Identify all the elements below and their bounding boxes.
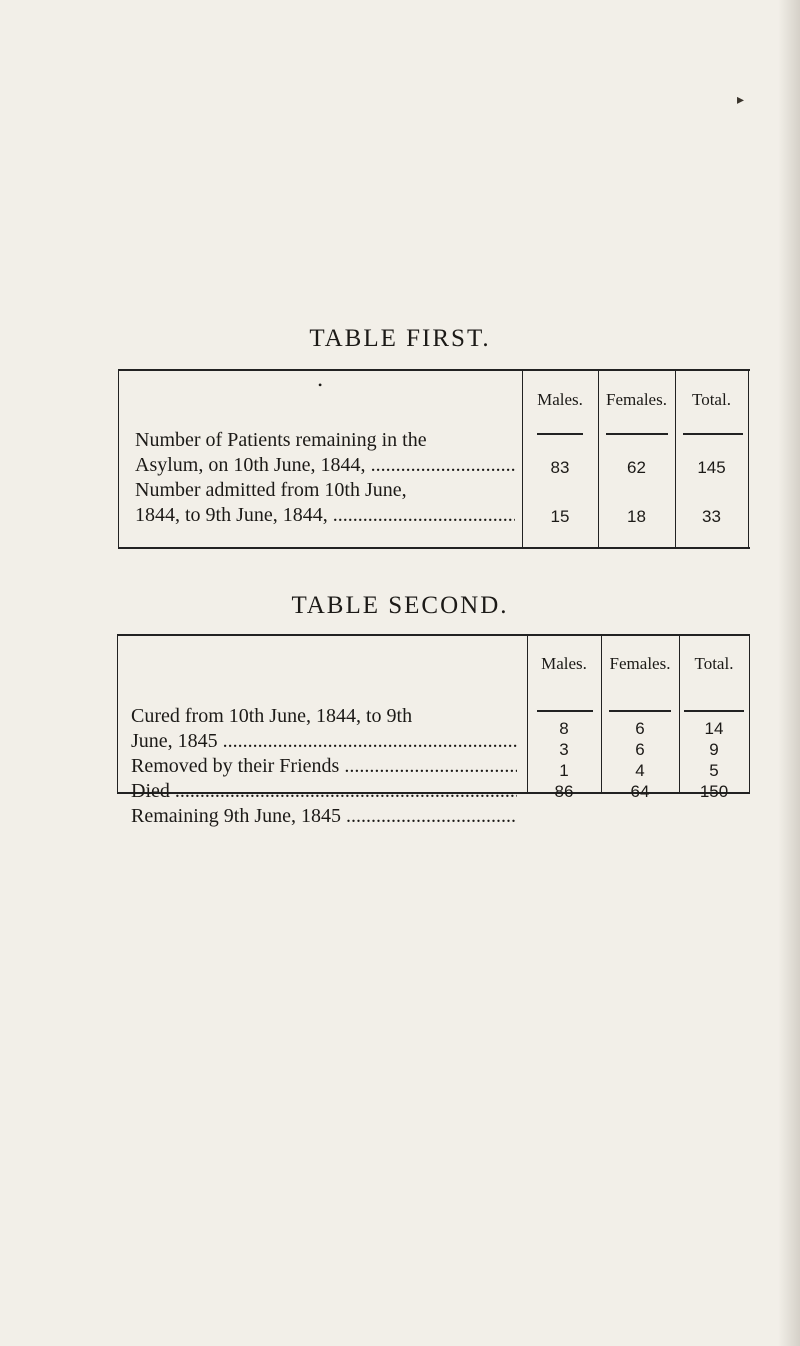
table-first-header-rule: [606, 433, 668, 435]
table-second-header-rule: [537, 710, 593, 712]
table-first-header-rule: [683, 433, 743, 435]
corner-mark: ▸: [737, 93, 745, 108]
table-second-cell-males: 1: [559, 761, 569, 780]
table-first-cell-males: 15: [550, 507, 570, 526]
row-text-line: Number of Patients remaining in the: [135, 429, 427, 451]
table-first-header-rule: [537, 433, 583, 435]
table-second-cell-females: 6: [635, 719, 645, 738]
table-first-row-description: [135, 478, 515, 528]
page-edge-shadow: [778, 0, 800, 1346]
table-second-row-description: [131, 704, 517, 754]
row-text-line: Cured from 10th June, 1844, to 9th: [131, 705, 413, 727]
table-second-row-description: [131, 779, 517, 804]
row-text-line: Died .....: [131, 779, 517, 804]
table-first-left-border: [118, 369, 119, 547]
table-second-cell-females: 64: [630, 782, 650, 801]
table-first-cell-females: 62: [627, 458, 646, 477]
table-second-cell-females: 6: [635, 740, 645, 759]
table-second-row-description: [131, 754, 517, 779]
table-second-cell-females: 4: [635, 761, 645, 780]
table-second-row-description: [131, 804, 517, 829]
table-first-row-description: [135, 428, 515, 478]
row-text-line: Asylum, on 10th June, 1844, .....: [135, 453, 515, 478]
table-second-header-males: Males.: [541, 654, 587, 673]
table-second-cell-total: 9: [709, 740, 719, 759]
table-first-header-females: Females.: [606, 390, 667, 409]
table-second-cell-total: 14: [704, 719, 724, 738]
table-second-header-rule: [684, 710, 744, 712]
table-first-title: TABLE FIRST.: [309, 325, 491, 352]
table-second-header-total: Total.: [694, 654, 734, 673]
table-first-cell-total: 145: [697, 458, 726, 477]
table-first-cell-females: 18: [627, 507, 646, 526]
table-second-cell-males: 3: [559, 740, 569, 759]
row-text-line: Removed by their Friends .....: [131, 754, 517, 779]
table-second-title: TABLE SECOND.: [291, 592, 509, 619]
table-second-header-females: Females.: [609, 654, 671, 673]
table-first-header-males: Males.: [537, 390, 583, 409]
table-second-right-border: [749, 634, 750, 792]
table-first-cell-total: 33: [702, 507, 721, 526]
table-second-header-rule: [609, 710, 671, 712]
table-second-cell-males: 86: [554, 782, 574, 801]
table-second-cell-total: 5: [709, 761, 719, 780]
table-second-left-border: [117, 634, 118, 792]
row-text-line: Remaining 9th June, 1845 .....: [131, 804, 517, 829]
row-text-line: June, 1845 .....: [131, 729, 517, 754]
table-second-cell-total: 150: [699, 782, 729, 801]
table-first-header-total: Total.: [692, 390, 731, 409]
table-first-cell-males: 83: [550, 458, 570, 477]
table-first-mark: •: [318, 378, 323, 392]
row-text-line: Number admitted from 10th June,: [135, 479, 407, 501]
row-text-line: 1844, to 9th June, 1844, .....: [135, 503, 515, 528]
table-first-right-border: [748, 369, 749, 547]
table-second-cell-males: 8: [559, 719, 569, 738]
